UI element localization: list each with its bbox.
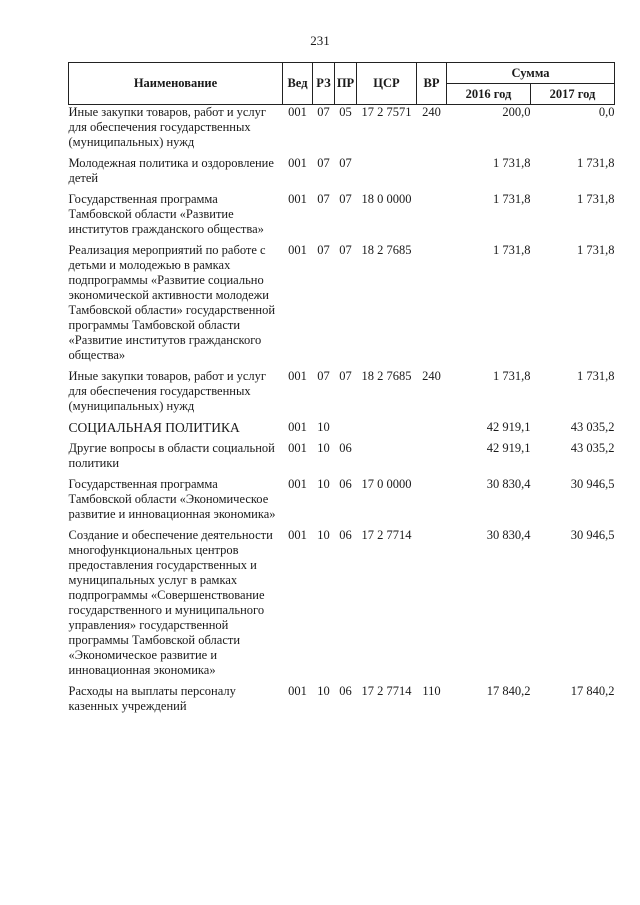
row-vr: 240 (422, 105, 441, 119)
table-row (69, 105, 615, 157)
row-rz: 10 (317, 441, 330, 455)
row-csr: 17 2 7571 (361, 105, 412, 119)
table-row (69, 477, 615, 528)
row-vr (417, 243, 447, 369)
row-csr (357, 420, 417, 441)
row-name: СОЦИАЛЬНАЯ ПОЛИТИКА (68, 420, 240, 435)
row-name: Реализация мероприятий по работе с детьми и молодежью в рамках подпрограммы «Развитие социально экономической активности молодежи Тамбовской области» государственной программы Тамбовской области «Развитие институтов гражданского общества» (68, 243, 276, 362)
table-row (69, 684, 615, 720)
row-rz: 10 (317, 528, 330, 542)
row-ved: 001 (288, 156, 307, 170)
row-name: Государственная программа Тамбовской области «Экономическое развитие и инновационная экономика» (68, 477, 276, 521)
row-ved: 001 (288, 420, 307, 434)
row-rz: 07 (317, 192, 330, 206)
row-name: Создание и обеспечение деятельности многофункциональных центров предоставления государственных и муниципальных услуг в рамках подпрограммы «Совершенствование государственного и муниципального управления» государственной программы Тамбовской области «Экономическое развитие и инновационная экономика» (68, 528, 273, 677)
row-sum-2016: 1 731,8 (493, 369, 531, 383)
table-row (69, 156, 615, 192)
row-vr (417, 192, 447, 243)
header-rz: РЗ (313, 63, 335, 105)
table-row (69, 243, 615, 369)
row-sum-2017: 1 731,8 (577, 369, 615, 383)
header-2016: 2016 год (447, 84, 531, 105)
row-ved: 001 (288, 243, 307, 257)
header-csr: ЦСР (357, 63, 417, 105)
table-row (69, 192, 615, 243)
row-vr (417, 528, 447, 684)
budget-table (68, 62, 615, 720)
row-pr: 07 (339, 369, 352, 383)
row-sum-2016: 1 731,8 (493, 192, 531, 206)
row-rz: 07 (317, 105, 330, 119)
row-sum-2017: 0,0 (598, 105, 615, 119)
header-ved: Вед (283, 63, 313, 105)
row-sum-2016: 1 731,8 (493, 243, 531, 257)
row-sum-2016: 42 919,1 (486, 441, 531, 455)
row-vr: 240 (422, 369, 441, 383)
row-csr: 18 2 7685 (361, 243, 412, 257)
table-row (69, 369, 615, 420)
row-sum-2017: 17 840,2 (570, 684, 615, 698)
row-sum-2016: 200,0 (502, 105, 531, 119)
row-sum-2016: 30 830,4 (486, 477, 531, 491)
row-sum-2016: 1 731,8 (493, 156, 531, 170)
row-vr (417, 156, 447, 192)
row-sum-2017: 1 731,8 (577, 156, 615, 170)
row-pr: 07 (339, 192, 352, 206)
row-sum-2017: 43 035,2 (570, 441, 615, 455)
row-name: Государственная программа Тамбовской области «Развитие институтов гражданского общества» (68, 192, 264, 236)
row-rz: 07 (317, 156, 330, 170)
row-vr (417, 477, 447, 528)
page-number: 231 (310, 33, 330, 48)
row-rz: 10 (317, 420, 330, 434)
row-name: Иные закупки товаров, работ и услуг для обеспечения государственных (муниципальных) нужд (68, 105, 267, 149)
row-sum-2017: 30 946,5 (570, 528, 615, 542)
table-row (69, 441, 615, 477)
row-name: Другие вопросы в области социальной политики (68, 441, 275, 470)
row-pr: 06 (339, 684, 352, 698)
row-sum-2016: 42 919,1 (486, 420, 531, 434)
row-csr (357, 156, 417, 192)
row-name: Молодежная политика и оздоровление детей (68, 156, 274, 185)
row-pr: 05 (339, 105, 352, 119)
row-pr: 07 (339, 243, 352, 257)
row-vr: 110 (422, 684, 441, 698)
table-row (69, 420, 615, 441)
header-sum: Сумма (447, 63, 615, 84)
row-csr: 17 0 0000 (361, 477, 412, 491)
row-ved: 001 (288, 369, 307, 383)
row-pr (335, 420, 357, 441)
row-csr: 18 2 7685 (361, 369, 412, 383)
row-rz: 07 (317, 369, 330, 383)
row-sum-2017: 1 731,8 (577, 192, 615, 206)
row-pr: 07 (339, 156, 352, 170)
row-ved: 001 (288, 105, 307, 119)
row-ved: 001 (288, 441, 307, 455)
row-csr (357, 441, 417, 477)
row-rz: 10 (317, 477, 330, 491)
header-2017: 2017 год (531, 84, 615, 105)
row-sum-2017: 1 731,8 (577, 243, 615, 257)
table-body (69, 105, 615, 721)
row-ved: 001 (288, 192, 307, 206)
row-name: Расходы на выплаты персоналу казенных учреждений (68, 684, 236, 713)
row-pr: 06 (339, 441, 352, 455)
row-ved: 001 (288, 528, 307, 542)
row-vr (417, 441, 447, 477)
header-pr: ПР (335, 63, 357, 105)
row-pr: 06 (339, 477, 352, 491)
row-sum-2016: 17 840,2 (486, 684, 531, 698)
table-row (69, 528, 615, 684)
row-csr: 17 2 7714 (361, 684, 412, 698)
row-pr: 06 (339, 528, 352, 542)
row-vr (417, 420, 447, 441)
row-name: Иные закупки товаров, работ и услуг для обеспечения государственных (муниципальных) нужд (68, 369, 267, 413)
header-name: Наименование (69, 63, 283, 105)
row-sum-2017: 30 946,5 (570, 477, 615, 491)
row-rz: 10 (317, 684, 330, 698)
row-rz: 07 (317, 243, 330, 257)
row-sum-2017: 43 035,2 (570, 420, 615, 434)
row-ved: 001 (288, 684, 307, 698)
row-ved: 001 (288, 477, 307, 491)
header-vr: ВР (417, 63, 447, 105)
row-csr: 17 2 7714 (361, 528, 412, 542)
row-sum-2016: 30 830,4 (486, 528, 531, 542)
row-csr: 18 0 0000 (361, 192, 412, 206)
